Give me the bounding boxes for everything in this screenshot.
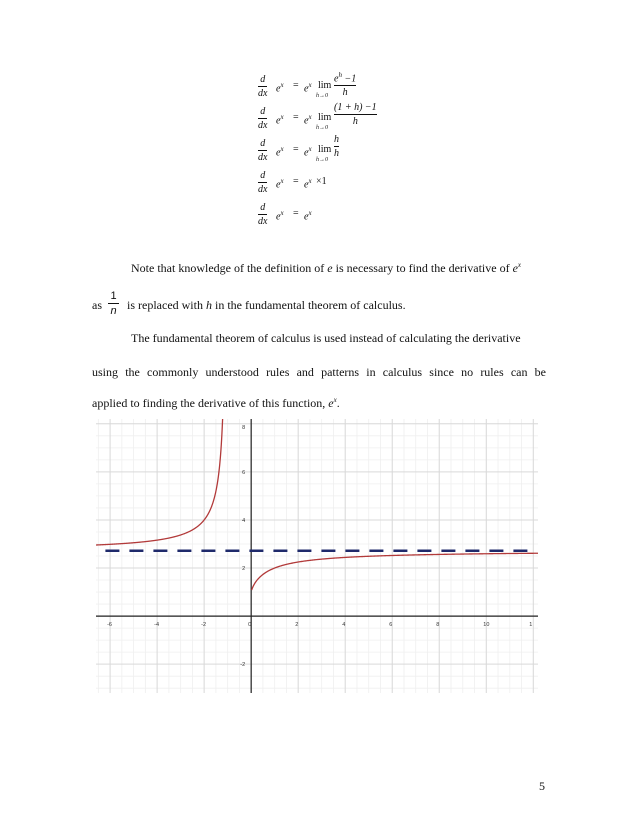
limit bbox=[316, 144, 332, 163]
dx-denominator: dx bbox=[258, 152, 268, 163]
paragraph-fundamental-theorem bbox=[131, 331, 521, 345]
limit-numerator-base: e bbox=[334, 73, 339, 85]
limit bbox=[316, 80, 332, 99]
equals-sign: = bbox=[293, 208, 299, 219]
equation-line bbox=[258, 70, 458, 102]
lhs-term bbox=[276, 176, 284, 190]
one-over-n-fraction bbox=[108, 290, 119, 317]
rhs-term bbox=[304, 80, 312, 94]
fraction-numerator: 1 bbox=[110, 290, 117, 302]
fraction-bar bbox=[258, 86, 267, 87]
lhs-exponent: x bbox=[280, 177, 284, 185]
limit-subscript: h→0 bbox=[316, 157, 328, 163]
d-dx-fraction bbox=[258, 202, 267, 227]
limit-denominator: h bbox=[352, 116, 358, 127]
equation-line bbox=[258, 134, 458, 166]
rhs-base: e bbox=[304, 115, 309, 127]
equals-sign: = bbox=[293, 80, 299, 91]
paragraph-fundamental-theorem-line3 bbox=[92, 393, 340, 410]
para2-h-symbol: h bbox=[205, 298, 212, 312]
equals-sign: = bbox=[293, 176, 299, 187]
fraction-bar bbox=[334, 85, 356, 86]
limit-label: lim bbox=[318, 144, 332, 155]
x-tick-label: 0 bbox=[248, 622, 252, 629]
rhs-term bbox=[304, 112, 312, 126]
equation-line bbox=[258, 102, 458, 134]
para3-period: . bbox=[336, 396, 340, 410]
d-numerator: d bbox=[260, 106, 266, 117]
d-dx-fraction bbox=[258, 106, 267, 131]
limit-fraction bbox=[334, 70, 356, 98]
fraction-denominator: n bbox=[110, 305, 117, 317]
limit-numerator-base: h bbox=[334, 134, 339, 145]
lhs-exponent: x bbox=[280, 145, 284, 153]
lhs-base: e bbox=[276, 115, 281, 127]
x-tick-label: -2 bbox=[201, 622, 207, 629]
limit-numerator-tail: −1 bbox=[341, 73, 357, 85]
limit-fraction bbox=[334, 134, 339, 159]
derivative-equations bbox=[258, 70, 458, 230]
d-numerator: d bbox=[260, 74, 266, 85]
rhs-exponent: x bbox=[308, 177, 312, 185]
times-one: ×1 bbox=[316, 176, 327, 187]
rhs-exponent: x bbox=[308, 145, 312, 153]
x-tick-label: -4 bbox=[154, 622, 160, 629]
x-tick-label: -6 bbox=[107, 622, 112, 629]
dx-denominator: dx bbox=[258, 88, 268, 99]
rhs-base: e bbox=[304, 147, 309, 159]
para1-e-symbol: e bbox=[327, 261, 333, 275]
para3-line2: using the commonly understood rules and patterns in calculus since no rules can be bbox=[92, 365, 546, 379]
y-tick-label: 4 bbox=[242, 517, 246, 524]
function-graph bbox=[96, 419, 538, 693]
lhs-exponent: x bbox=[280, 209, 284, 217]
y-tick-label: 2 bbox=[242, 566, 246, 573]
lhs-base: e bbox=[276, 147, 281, 159]
lhs-term bbox=[276, 144, 284, 158]
rhs-exponent: x bbox=[308, 209, 312, 217]
d-dx-fraction bbox=[258, 170, 267, 195]
paragraph-note bbox=[131, 258, 521, 275]
x-tick-label: 10 bbox=[483, 622, 490, 629]
rhs-base: e bbox=[304, 83, 309, 95]
y-tick-label: 8 bbox=[242, 424, 246, 431]
paragraph-fundamental-theorem-line2 bbox=[92, 365, 546, 379]
y-tick-label: 6 bbox=[242, 469, 246, 476]
lhs-exponent: x bbox=[280, 81, 284, 89]
limit-label: lim bbox=[318, 112, 332, 123]
fraction-bar bbox=[258, 150, 267, 151]
dx-denominator: dx bbox=[258, 120, 268, 131]
limit-numerator-exponent: h bbox=[338, 71, 342, 79]
d-numerator: d bbox=[260, 202, 266, 213]
limit-fraction bbox=[334, 102, 377, 127]
rhs-term bbox=[304, 208, 312, 222]
limit-numerator bbox=[334, 134, 339, 145]
limit-denominator: h bbox=[334, 148, 339, 159]
x-tick-label: 4 bbox=[342, 622, 346, 629]
lhs-term bbox=[276, 80, 284, 94]
rhs-base: e bbox=[304, 179, 309, 191]
fraction-bar bbox=[108, 303, 119, 304]
para1-e-symbol-2: e bbox=[512, 261, 518, 275]
equation-line bbox=[258, 166, 458, 198]
limit-numerator-base: (1 + h) −1 bbox=[334, 102, 377, 113]
limit-label: lim bbox=[318, 80, 332, 91]
d-numerator: d bbox=[260, 170, 266, 181]
para3-line1: The fundamental theorem of calculus is used instead of calculating the derivative bbox=[131, 331, 521, 345]
rhs-exponent: x bbox=[308, 81, 312, 89]
dx-denominator: dx bbox=[258, 216, 268, 227]
x-tick-label: 1 bbox=[529, 622, 533, 629]
para3-exponent: x bbox=[333, 396, 337, 404]
lhs-base: e bbox=[276, 83, 281, 95]
equation-line bbox=[258, 198, 458, 230]
rhs-term bbox=[304, 176, 312, 190]
para1-text-c: is necessary to find the derivative of bbox=[332, 261, 513, 275]
x-tick-label: 8 bbox=[436, 622, 440, 629]
rhs-term bbox=[304, 144, 312, 158]
rhs-exponent: x bbox=[308, 113, 312, 121]
lhs-base: e bbox=[276, 179, 281, 191]
fraction-bar bbox=[334, 146, 339, 147]
para3-e-symbol: e bbox=[328, 396, 334, 410]
d-numerator: d bbox=[260, 138, 266, 149]
fraction-bar bbox=[258, 118, 267, 119]
rhs-base: e bbox=[304, 211, 309, 223]
paragraph-as-label bbox=[92, 298, 102, 312]
lhs-exponent: x bbox=[280, 113, 284, 121]
para3-line3a: applied to finding the derivative of this function, bbox=[92, 396, 329, 410]
d-dx-fraction bbox=[258, 138, 267, 163]
x-tick-label: 2 bbox=[295, 622, 299, 629]
lhs-term bbox=[276, 112, 284, 126]
paragraph-replaced bbox=[127, 298, 406, 312]
para2-text-a: is replaced with bbox=[127, 298, 206, 312]
limit-numerator bbox=[334, 70, 356, 84]
fraction-bar bbox=[258, 182, 267, 183]
limit-subscript: h→0 bbox=[316, 125, 328, 131]
x-tick-label: 6 bbox=[389, 622, 393, 629]
d-dx-fraction bbox=[258, 74, 267, 99]
fraction-bar bbox=[334, 114, 377, 115]
para1-exponent: x bbox=[517, 261, 522, 269]
para2-text-c: in the fundamental theorem of calculus. bbox=[211, 298, 406, 312]
limit-subscript: h→0 bbox=[316, 93, 328, 99]
equals-sign: = bbox=[293, 112, 299, 123]
para2-as: as bbox=[92, 298, 102, 312]
lhs-base: e bbox=[276, 211, 281, 223]
lhs-term bbox=[276, 208, 284, 222]
fraction-bar bbox=[258, 214, 267, 215]
equals-sign: = bbox=[293, 144, 299, 155]
y-tick-label: -2 bbox=[240, 662, 246, 669]
para1-text-a: Note that knowledge of the definition of bbox=[131, 261, 328, 275]
page-number: 5 bbox=[539, 779, 545, 793]
dx-denominator: dx bbox=[258, 184, 268, 195]
limit bbox=[316, 112, 332, 131]
limit-denominator: h bbox=[342, 87, 348, 99]
limit-numerator bbox=[334, 102, 377, 113]
